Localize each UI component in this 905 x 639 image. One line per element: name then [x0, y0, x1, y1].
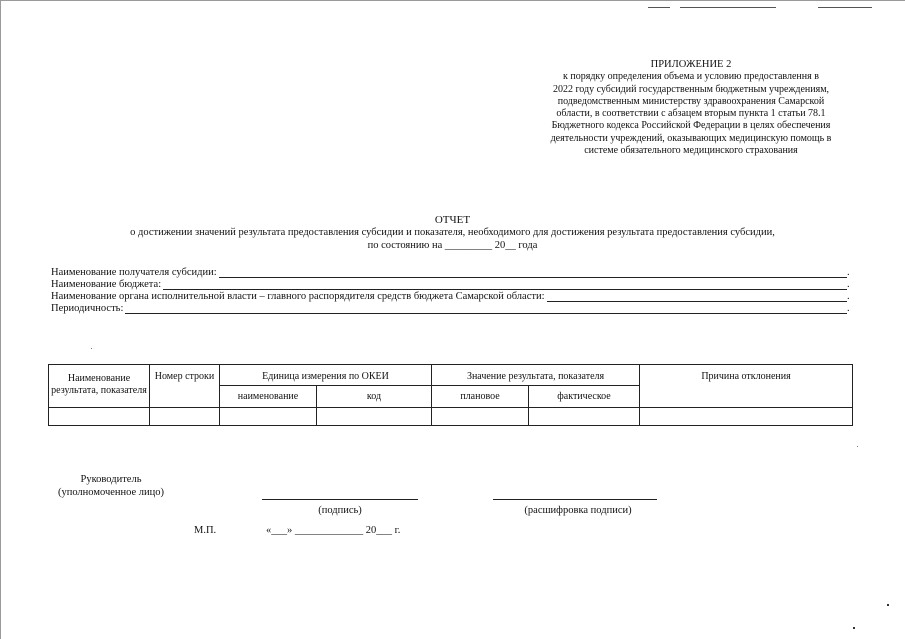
budget-label: Наименование бюджета: [51, 279, 162, 291]
signatory-block [51, 474, 171, 499]
line-end-mark: . [847, 267, 850, 279]
header-unit-code: код [317, 385, 432, 407]
scan-mark [648, 7, 670, 8]
cell-unit-name[interactable] [220, 407, 317, 425]
appendix-line: к порядку определения объема и условию предоставлення в [563, 71, 819, 83]
scan-speck [857, 446, 858, 447]
report-heading [0, 214, 905, 252]
header-reason: Причина отклонения [640, 365, 853, 408]
authority-field[interactable] [51, 292, 851, 304]
appendix-line: подведомственным министерству здравоохранения Самарской [557, 95, 825, 107]
cell-name[interactable] [49, 407, 150, 425]
cell-row-number[interactable] [150, 407, 220, 425]
signatory-title: Руководитель [80, 474, 142, 485]
signatory-subtitle: (уполномоченное лицо) [57, 486, 165, 498]
table-header-row [49, 365, 853, 386]
periodicity-line[interactable] [125, 305, 847, 314]
scan-speck [853, 627, 855, 629]
signature-caption: (подпись) [318, 505, 362, 516]
report-date-line: по состоянию на _________ 20__ года [367, 239, 538, 251]
header-unit: Единица измерения по ОКЕИ [220, 365, 432, 386]
line-end-mark: . [847, 279, 850, 291]
cell-unit-code[interactable] [317, 407, 432, 425]
header-name: Наименование результата, показателя [49, 365, 150, 408]
signature-date-line[interactable]: «___» _____________ 20___ г. [266, 525, 401, 536]
header-value-planned: плановое [432, 385, 529, 407]
scan-mark [680, 7, 776, 8]
signature-line[interactable] [262, 499, 418, 500]
cell-value-actual[interactable] [529, 407, 640, 425]
header-value: Значение результата, показателя [432, 365, 640, 386]
recipient-field[interactable] [51, 268, 851, 280]
results-table [48, 364, 853, 426]
appendix-title: ПРИЛОЖЕНИЕ 2 [650, 59, 732, 70]
header-row-number: Номер строки [150, 365, 220, 408]
report-subtitle: о достижении значений результата предоставления субсидии и показателя, необходимого для достижения результата предоставления субсидии, [130, 227, 775, 238]
line-end-mark: . [847, 303, 850, 315]
header-value-actual: фактическое [529, 385, 640, 407]
scan-mark [818, 7, 872, 8]
appendix-line: Бюджетного кодекса Российской Федерации в целях обеспечения [551, 120, 831, 132]
periodicity-field[interactable] [51, 304, 851, 316]
table-row[interactable] [49, 407, 853, 425]
signature-decode-caption: (расшифровка подписи) [524, 505, 632, 516]
appendix-line: 2022 году субсидий государственным бюджетным учреждениям, [552, 83, 830, 95]
signature-decode-line[interactable] [493, 499, 657, 500]
authority-label: Наименование органа исполнительной власти – главного распорядителя средств бюджета Самарской области: [51, 291, 545, 303]
stamp-label: М.П. [194, 525, 217, 536]
appendix-line: деятельности учреждений, оказывающих медицинскую помощь в [550, 132, 832, 144]
recipient-line[interactable] [219, 269, 847, 278]
report-title: ОТЧЕТ [434, 214, 471, 226]
appendix-line: области, в соответствии с абзацем вторым пункта 1 статьи 78.1 [556, 108, 826, 120]
scan-speck [887, 604, 889, 606]
cell-value-planned[interactable] [432, 407, 529, 425]
scan-speck [91, 348, 92, 349]
appendix-header [536, 59, 846, 157]
appendix-line: системе обязательного медицинского страхования [584, 145, 798, 157]
page-top-border [0, 0, 905, 1]
budget-field[interactable] [51, 280, 851, 292]
authority-line[interactable] [547, 293, 848, 302]
header-unit-name: наименование [220, 385, 317, 407]
periodicity-label: Периодичность: [51, 303, 124, 315]
cell-reason[interactable] [640, 407, 853, 425]
line-end-mark: . [847, 291, 850, 303]
budget-line[interactable] [163, 281, 847, 290]
recipient-label: Наименование получателя субсидии: [51, 267, 217, 279]
page-left-border [0, 0, 1, 639]
